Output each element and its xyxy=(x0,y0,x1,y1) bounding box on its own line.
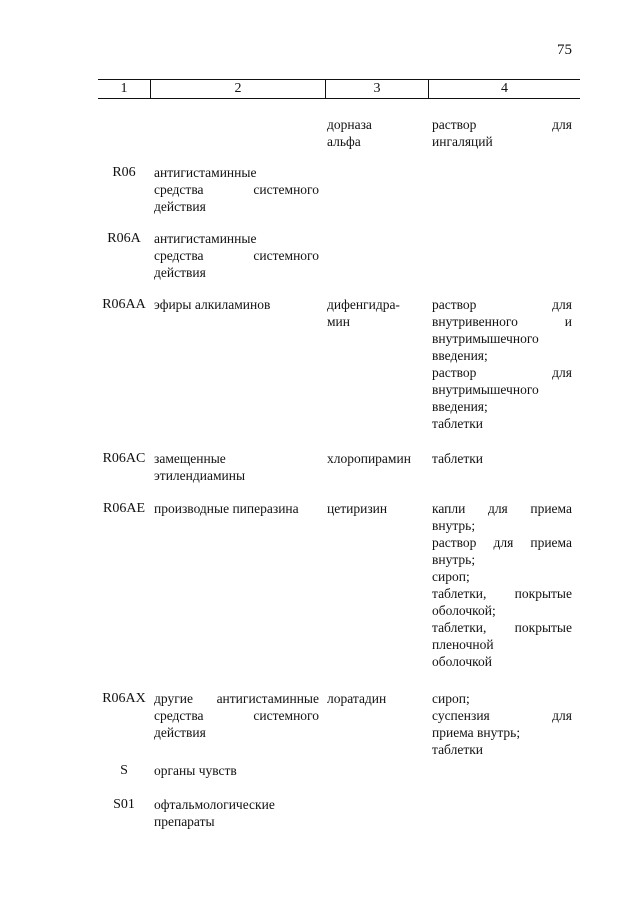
table-row xyxy=(98,450,580,484)
group-line: антигистаминные xyxy=(154,165,257,180)
dosage-forms xyxy=(428,296,580,432)
group-line: средства системного xyxy=(154,182,319,197)
dosage-forms xyxy=(428,116,580,150)
form-line: сироп; xyxy=(432,691,470,706)
table-row xyxy=(98,796,580,830)
group-line: замещенные xyxy=(154,451,226,466)
form-line: оболочкой xyxy=(432,654,492,669)
form-line: таблетки xyxy=(432,416,484,431)
form-line: таблетки, покрытые xyxy=(432,620,572,635)
group-line: офтальмологические xyxy=(154,797,275,812)
atc-code: R06AC xyxy=(102,451,146,466)
anatomical-group xyxy=(150,116,325,150)
atc-code: R06AA xyxy=(102,297,146,312)
dosage-forms xyxy=(428,164,580,215)
group-line: средства системного xyxy=(154,708,319,723)
atc-code xyxy=(98,116,150,150)
form-line: приема внутрь; xyxy=(432,725,521,740)
form-line: таблетки, покрытые xyxy=(432,586,572,601)
atc-code: S01 xyxy=(113,797,135,812)
anatomical-group xyxy=(150,500,325,670)
form-line: пленочной xyxy=(432,637,494,652)
anatomical-group xyxy=(150,164,325,215)
table-header xyxy=(98,79,580,99)
table-row xyxy=(98,690,580,758)
form-line: внутримышечного xyxy=(432,331,539,346)
drug-line: альфа xyxy=(327,134,361,149)
form-line: внутримышечного xyxy=(432,382,539,397)
dosage-forms xyxy=(428,690,580,758)
atc-code: R06 xyxy=(112,165,136,180)
drug-name xyxy=(325,500,428,670)
form-line: капли для приема xyxy=(432,501,572,516)
header-col-3: 3 xyxy=(325,80,428,98)
group-line: этилендиамины xyxy=(154,468,246,483)
drug-line: дорназа xyxy=(327,117,372,132)
form-line: суспензия для xyxy=(432,708,572,723)
group-line: другие антигистаминные xyxy=(154,691,319,706)
table-row xyxy=(98,762,580,779)
table-row xyxy=(98,116,580,150)
dosage-forms xyxy=(428,450,580,484)
drug-line: дифенгидра- xyxy=(327,297,400,312)
group-line: эфиры алкиламинов xyxy=(154,297,271,312)
group-line: действия xyxy=(154,265,206,280)
drug-name xyxy=(325,116,428,150)
dosage-forms xyxy=(428,762,580,779)
header-col-1: 1 xyxy=(120,81,128,96)
anatomical-group xyxy=(150,230,325,281)
drug-name xyxy=(325,690,428,758)
drug-name xyxy=(325,230,428,281)
form-line: таблетки xyxy=(432,451,484,466)
form-line: ингаляций xyxy=(432,134,493,149)
form-line: оболочкой; xyxy=(432,603,496,618)
drug-line: лоратадин xyxy=(327,691,387,706)
header-col-4: 4 xyxy=(428,80,580,98)
group-line: производные пиперазина xyxy=(154,501,299,516)
atc-code: R06A xyxy=(107,231,141,246)
form-line: внутрь; xyxy=(432,552,476,567)
group-line: средства системного xyxy=(154,248,319,263)
group-line: действия xyxy=(154,725,206,740)
anatomical-group xyxy=(150,762,325,779)
table-row xyxy=(98,230,580,281)
form-line: раствор для xyxy=(432,365,572,380)
form-line: введения; xyxy=(432,348,488,363)
header-col-2: 2 xyxy=(150,80,325,98)
table-row xyxy=(98,164,580,215)
drug-name xyxy=(325,796,428,830)
form-line: раствор для xyxy=(432,297,572,312)
drug-line: мин xyxy=(327,314,350,329)
group-line: антигистаминные xyxy=(154,231,257,246)
anatomical-group xyxy=(150,450,325,484)
form-line: раствор для приема xyxy=(432,535,572,550)
form-line: раствор для xyxy=(432,117,572,132)
atc-code: R06AE xyxy=(103,501,145,516)
anatomical-group xyxy=(150,296,325,432)
table-row xyxy=(98,296,580,432)
group-line: действия xyxy=(154,199,206,214)
form-line: внутрь; xyxy=(432,518,476,533)
form-line: таблетки xyxy=(432,742,484,757)
group-line: препараты xyxy=(154,814,215,829)
dosage-forms xyxy=(428,796,580,830)
form-line: сироп; xyxy=(432,569,470,584)
dosage-forms xyxy=(428,500,580,670)
dosage-forms xyxy=(428,230,580,281)
group-line: органы чувств xyxy=(154,763,237,778)
table-row xyxy=(98,500,580,670)
form-line: введения; xyxy=(432,399,488,414)
drug-name xyxy=(325,762,428,779)
drug-name xyxy=(325,450,428,484)
atc-code: S xyxy=(120,763,128,778)
anatomical-group xyxy=(150,690,325,758)
form-line: внутривенного и xyxy=(432,314,572,329)
page-number: 75 xyxy=(557,42,572,58)
atc-code: R06AX xyxy=(102,691,146,706)
drug-line: цетиризин xyxy=(327,501,388,516)
drug-name xyxy=(325,164,428,215)
anatomical-group xyxy=(150,796,325,830)
drug-name xyxy=(325,296,428,432)
drug-line: хлоропирамин xyxy=(327,451,411,466)
